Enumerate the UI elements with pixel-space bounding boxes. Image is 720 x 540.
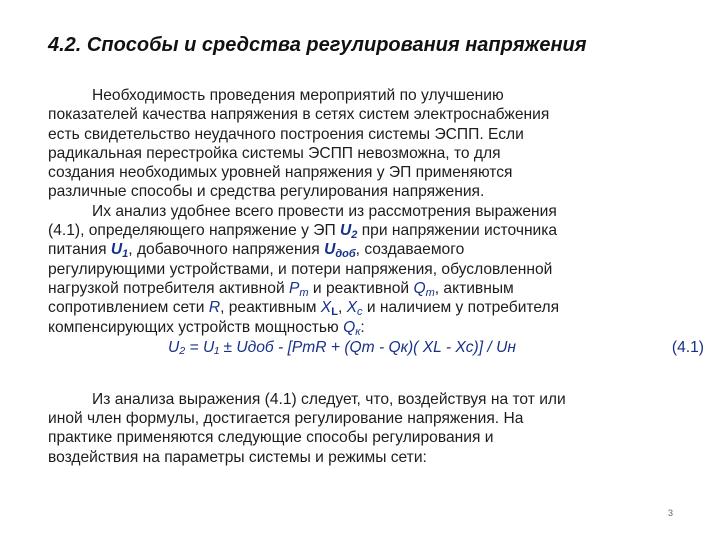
para1-line: показателей качества напряжения в сетях систем электроснабжения [48,106,550,124]
var-subscript: m [425,286,435,299]
var-Pm [289,280,309,297]
para2-text: , создаваемого [355,241,465,259]
var-subscript: 1 [122,248,129,261]
para2-line [48,318,708,337]
spacer [48,360,708,390]
formula-row [48,338,708,360]
para2-text: : [360,318,365,336]
var-XL [320,299,338,319]
var-subscript: доб [335,248,356,261]
var-subscript: к [355,325,361,338]
var-Xc [346,299,363,319]
var-subscript: 2 [351,229,358,242]
para2-text: компенсирующих устройств мощностью [48,318,344,336]
para2-line [48,298,708,317]
para2-text: , добавочного напряжения [128,241,325,259]
var-Qk [343,319,360,336]
slide-body [48,86,708,467]
var-subscript: c [357,306,363,319]
para2-line [48,240,708,259]
para2-line [48,279,708,298]
var-U1 [110,241,129,261]
para2-line: Их анализ удобнее всего провести из рассмотрения выражения [92,202,557,220]
page-number: 3 [668,508,674,518]
para2-text: (4.1), определяющего напряжение у ЭП [48,222,340,240]
para3-line: практике применяются следующие способы регулирования и [48,429,494,447]
formula: U₂ = U₁ ± Uдоб - [PmR + (Qm - Qк)( XL - Xc)] / Uн [168,338,516,356]
var-Qm [413,280,434,297]
para2-text: , [337,299,347,317]
para2-text: , реактивным [220,299,321,317]
var-R: R [208,299,221,317]
var-Udob [324,241,356,261]
var-subscript: L [331,306,338,319]
para2-text: и реактивной [308,279,414,297]
para2-text: сопротивлением сети [48,299,209,317]
para2-line [48,221,708,240]
para1-line: различные способы и средства регулирования напряжения. [48,183,485,201]
para2-line: регулирующими устройствами, и потери напряжения, обусловленной [48,260,553,278]
var-symbol: U [340,222,352,240]
var-U2 [340,222,358,242]
var-symbol: U [110,241,123,259]
para1-line: Необходимость проведения мероприятий по улучшению [92,87,504,104]
var-symbol: U [324,241,336,259]
para3-line: Из анализа выражения (4.1) следует, что, воздействуя на тот или [92,390,566,408]
para2-text: , активным [434,279,514,297]
para3-line: иной член формулы, достигается регулирование напряжения. На [48,410,524,428]
var-symbol: X [346,299,358,317]
var-symbol: Q [343,318,356,336]
para2-text: при напряжении источника [357,222,558,240]
para2-text: и наличием у потребителя [362,299,560,317]
para2-text: питания [48,241,111,259]
para1-line: радикальная перестройка системы ЭСПП невозможна, то для [48,144,501,162]
slide-title: 4.2. Способы и средства регулирования напряжения [48,34,587,56]
para1-line: есть свидетельство неудачного построения системы ЭСПП. Если [48,125,524,143]
para1-line: создания необходимых уровней напряжения у ЭП применяются [48,164,513,182]
var-symbol: P [289,279,300,297]
formula-number: (4.1) [671,338,704,356]
para3-line: воздействия на параметры системы и режимы сети: [48,448,427,466]
var-symbol: X [320,299,332,317]
para2-text: нагрузкой потребителя активной [48,279,289,297]
var-symbol: Q [413,279,426,297]
var-subscript: m [299,286,309,299]
